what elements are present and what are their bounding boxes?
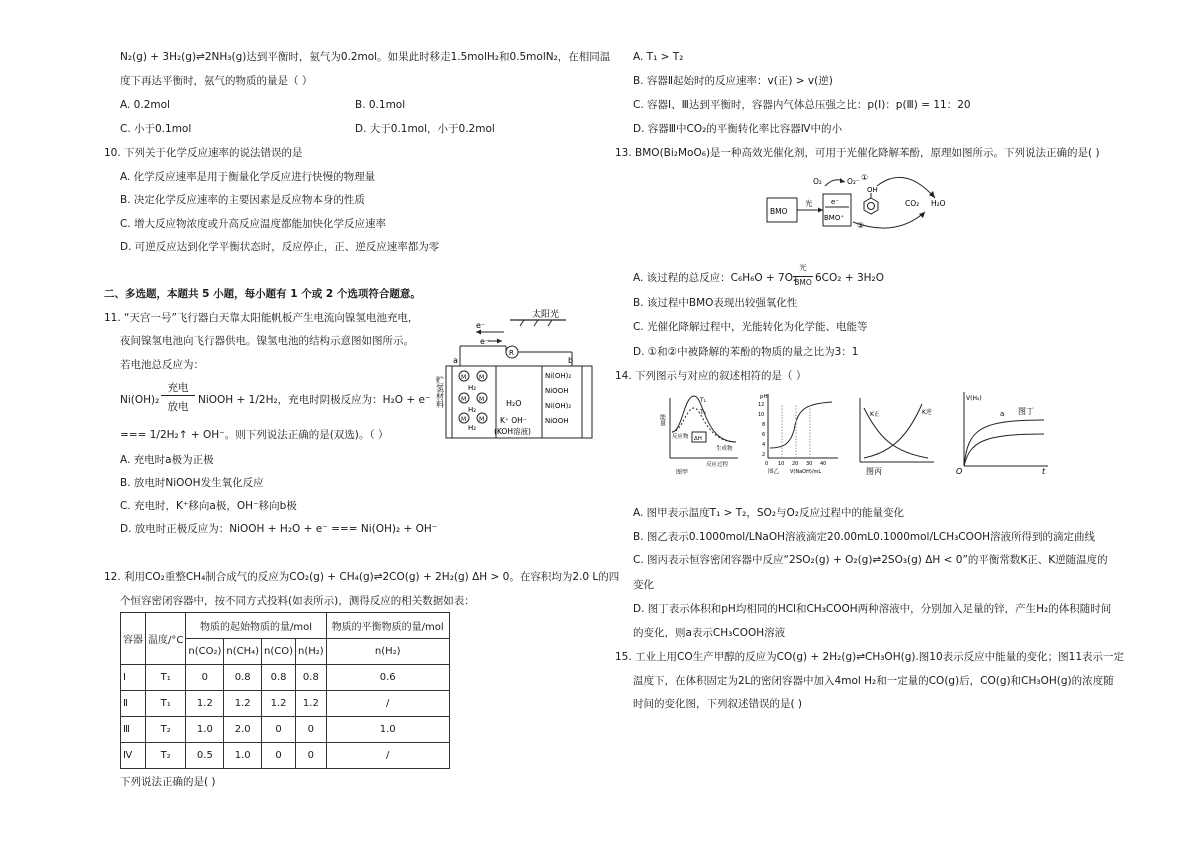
table-subheader-co: n(CO) [262,639,296,665]
q10-option-a: A. 化学反应速率是用于衡量化学反应进行快慢的物理量 [120,171,376,183]
fig-ding-a: a [1000,410,1005,418]
table-cell: 0 [296,743,327,769]
table-cell: T₁ [146,665,186,691]
fig-yi-t6: 6 [762,432,766,438]
table-cell: / [326,743,449,769]
table-header-equilibrium-amount: 物质的平衡物质的量/mol [326,613,449,639]
q10-option-c: C. 增大反应物浓度或升高反应温度都能加快化学反应速率 [120,218,387,230]
q14-option-b: B. 图乙表示0.1000mol/LNaOH溶液滴定20.00mL0.1000mol/LCH₃COOH溶液所得到的滴定曲线 [633,531,1096,543]
fig-yi-x10: 10 [778,461,785,467]
q14-graph-yi [752,390,842,476]
table-row [121,717,450,743]
q10-option-d: D. 可逆反应达到化学平衡状态时，反应停止，正、逆反应速率都为零 [120,241,440,253]
table-row [121,691,450,717]
q15-stem-line1: 15. 工业上用CO生产甲醇的反应为CO(g) + 2H₂(g)⇌CH₃OH(g).图10表示反应中能量的变化；图11表示一定 [615,651,1125,663]
fig-bing-k-reverse: K逆 [922,409,932,416]
fig-niooh-2: NiOOH [545,417,569,425]
fig-o2-radical: O₂⁻ [847,177,860,186]
table-cell: 0.5 [186,743,224,769]
fig-electron-inner: e⁻ [480,337,490,346]
table-header-temperature: 温度/°C [146,613,186,665]
q12-after-table: 下列说法正确的是( ) [120,776,216,788]
table-cell: Ⅲ [121,717,146,743]
fig-ding-ylabel: V(H₂) [966,395,982,402]
table-cell: 0.8 [224,665,262,691]
fig-m1: M [461,374,467,381]
fig-yi-x0: 0 [765,461,769,467]
q9-option-c: C. 小于0.1mol [120,123,192,135]
fig-storage-label: 贮氢材料 [435,376,445,408]
q9-option-b: B. 0.1mol [355,99,406,111]
q14-option-d-line1: D. 图丁表示体积和pH均相同的HCl和CH₃COOH两种溶液中，分别加入足量的锌，产生H₂的体积随时间 [633,603,1112,615]
table-cell: 1.2 [262,691,296,717]
q11-option-c: C. 充电时，K⁺移向a极，OH⁻移向b极 [120,500,297,512]
fig-h2-3: H₂ [468,424,477,432]
table-cell: Ⅱ [121,691,146,717]
fig-resistor-label: R [509,349,514,357]
fig-nioh2-2: Ni(OH)₂ [545,402,572,410]
fig-jia-t1: T₁ [700,397,707,404]
fig-koh-label: (KOH溶液) [494,427,531,436]
table-cell: 1.0 [326,717,449,743]
table-cell: 0.6 [326,665,449,691]
fig-yi-caption: 图乙 [768,469,780,475]
fig-yi-t2: 2 [762,452,766,458]
fig-yi-t12: 12 [758,402,765,408]
fig-m2: M [479,374,485,381]
fig-yi-t8: 8 [762,422,766,428]
q11-equation-right: NiOOH + 1/2H₂，充电时阴极反应为：H₂O + e⁻ [198,394,431,406]
table-cell: 0 [262,717,296,743]
table-subheader-ch4: n(CH₄) [224,639,262,665]
q9-option-d: D. 大于0.1mol，小于0.2mol [355,123,495,135]
table-cell: 2.0 [224,717,262,743]
fig-yi-t4: 4 [762,442,766,448]
table-cell: T₂ [146,743,186,769]
fig-step-2: ② [857,221,865,230]
fig-jia-ylabel: 能量 [658,414,666,426]
table-cell: Ⅳ [121,743,146,769]
q13-option-b: B. 该过程中BMO表现出较强氧化性 [633,297,798,309]
q11-stem-line3: 若电池总反应为： [120,359,204,371]
q13-option-a-arrow-top: 光 [799,263,807,272]
fig-m3: M [461,396,467,403]
q15-stem-line2: 温度下，在体积固定为2L的密闭容器中加入4mol H₂和一定量的CO(g)后，CO(g)和CH₃OH(g)的浓度随 [633,675,1114,687]
table-cell: 1.2 [186,691,224,717]
q12-stem-line1: 12. 利用CO₂重整CH₄制合成气的反应为CO₂(g) + CH₄(g)⇌2CO(g) + 2H₂(g) ΔH > 0。在容积均为2.0 L的四 [104,571,620,583]
q9-stem-line2: 度下再达平衡时，氨气的物质的量是（ ） [120,75,313,87]
q13-option-a-post: 6CO₂ + 3H₂O [815,272,885,284]
fig-bmo-box: BMO [770,207,788,216]
q11-option-b: B. 放电时NiOOH发生氧化反应 [120,477,264,489]
fig-jia-xlabel: 反应过程 [706,462,729,468]
table-cell: T₁ [146,691,186,717]
q13-option-a-arrow-bottom: BMO [794,278,812,287]
q9-option-a: A. 0.2mol [120,99,170,111]
fig-jia-reactant: 反应物 [672,434,689,440]
fig-ding-t: t [1042,467,1046,476]
fig-yi-x30: 30 [806,461,813,467]
table-row [121,665,450,691]
q11-option-a: A. 充电时a极为正极 [120,454,214,466]
fig-jia-t2: T₂ [700,409,707,416]
q14-option-d-line2: 的变化，则a表示CH₃COOH溶液 [633,627,786,639]
fig-electron-top: e⁻ [476,321,486,330]
q9-stem-line1: N₂(g) + 3H₂(g)⇌2NH₃(g)达到平衡时，氨气为0.2mol。如果此时移走1.5molH₂和0.5molN₂，在相同温 [120,51,611,63]
q14-graph-bing [852,396,936,476]
fig-step-1: ① [861,173,869,182]
q13-photocatalysis-diagram [765,168,965,234]
fig-bing-k-forward: K正 [870,411,880,418]
table-cell: 0 [186,665,224,691]
fig-h2o: H₂O [931,199,946,208]
q13-option-a-pre: A. 该过程的总反应：C₆H₆O + 7O₂ [633,272,798,284]
q12-option-c: C. 容器Ⅰ、Ⅲ达到平衡时，容器内气体总压强之比：p(Ⅰ)：p(Ⅲ) = 11：20 [633,99,971,111]
q11-equation-arrow-top: 充电 [167,382,189,394]
fig-electrode-a: a [453,356,458,365]
q11-equation-arrow-bottom: 放电 [167,401,189,413]
q14-stem: 14. 下列图示与对应的叙述相符的是（ ） [615,370,807,382]
q12-option-a: A. T₁ > T₂ [633,51,684,63]
q12-option-d: D. 容器Ⅲ中CO₂的平衡转化率比容器Ⅳ中的小 [633,123,842,135]
fig-nioh2-1: Ni(OH)₂ [545,372,572,380]
table-cell: 0.8 [296,665,327,691]
table-subheader-eq-h2: n(H₂) [326,639,449,665]
q13-option-c: C. 光催化降解过程中，光能转化为化学能、电能等 [633,321,868,333]
q12-option-b: B. 容器Ⅱ起始时的反应速率：v(正) > v(逆) [633,75,833,87]
fig-bmo-plus: BMO⁺ [824,214,845,222]
q14-graph-ding [952,390,1052,476]
q14-graph-jia [660,392,742,476]
q15-stem-line3: 时间的变化图，下列叙述错误的是( ) [633,698,803,710]
fig-co2: CO₂ [905,199,920,208]
fig-yi-ylabel: pH [760,394,768,400]
fig-jia-dh: ΔH [694,436,702,442]
q14-option-a: A. 图甲表示温度T₁ > T₂，SO₂与O₂反应过程中的能量变化 [633,507,905,519]
q11-stem-line2: 夜间镍氢电池向飞行器供电。镍氢电池的结构示意图如图所示。 [120,335,414,347]
q13-option-a-arrow [793,276,813,277]
section-heading-multiple-choice: 二、多选题，本题共 5 小题，每小题有 1 个或 2 个选项符合题意。 [104,288,421,300]
fig-o2: O₂ [813,177,822,186]
q10-option-b: B. 决定化学反应速率的主要因素是反应物本身的性质 [120,194,365,206]
q13-option-d: D. ①和②中被降解的苯酚的物质的量之比为3：1 [633,346,859,358]
table-cell: I [121,665,146,691]
fig-yi-t10: 10 [758,412,765,418]
table-cell: 1.0 [224,743,262,769]
table-cell: / [326,691,449,717]
table-cell: 0 [296,717,327,743]
table-header-container: 容器 [121,613,146,665]
q13-stem: 13. BMO(Bi₂MoO₆)是一种高效光催化剂，可用于光催化降解苯酚，原理如图所示。下列说法正确的是( ) [615,147,1100,159]
q10-stem: 10. 下列关于化学反应速率的说法错误的是 [104,147,303,159]
fig-bing-caption: 图丙 [866,467,882,476]
q11-stem-line5: === 1/2H₂↑ + OH⁻。则下列说法正确的是(双选)。（ ） [120,429,389,441]
table-subheader-co2: n(CO₂) [186,639,224,665]
fig-electrode-b: b [568,356,574,365]
table-cell: 0.8 [262,665,296,691]
fig-niooh-1: NiOOH [545,387,569,395]
q11-option-d: D. 放电时正极反应为：NiOOH + H₂O + e⁻ === Ni(OH)₂ + OH⁻ [120,523,438,535]
fig-ding-origin: O [956,467,963,476]
q12-stem-line2: 个恒容密闭容器中，按不同方式投料(如表所示)，测得反应的相关数据如表： [120,595,475,607]
table-cell: 1.2 [224,691,262,717]
fig-jia-caption: 图甲 [676,469,689,476]
fig-light-label: 光 [805,199,813,208]
fig-m6: M [479,416,485,423]
table-cell: T₂ [146,717,186,743]
fig-electron: e⁻ [831,198,840,206]
fig-m5: M [461,416,467,423]
fig-yi-x20: 20 [792,461,799,467]
fig-ding-caption: 图丁 [1018,407,1034,416]
table-cell: 1.2 [296,691,327,717]
table-subheader-h2: n(H₂) [296,639,327,665]
fig-h2-2: H₂ [468,406,477,414]
fig-h2-1: H₂ [468,384,477,392]
fig-jia-product: 生成物 [716,446,733,452]
fig-yi-xlabel: V(NaOH)/mL [790,469,822,475]
q14-option-c-line2: 变化 [633,579,654,591]
table-cell: 1.0 [186,717,224,743]
q11-equation-arrow [161,395,195,396]
q14-option-c-line1: C. 图丙表示恒容密闭容器中反应“2SO₂(g) + O₂(g)⇌2SO₃(g) ΔH < 0”的平衡常数K正、K逆随温度的 [633,554,1108,566]
q11-equation-left: Ni(OH)₂ [120,394,160,406]
fig-ions-label: K⁺ OH⁻ [500,416,527,425]
fig-yi-x40: 40 [820,461,827,467]
table-row [121,743,450,769]
fig-oh-label: OH [867,186,878,194]
q11-stem-line1: 11. “天宫一号”飞行器白天靠太阳能帆板产生电流向镍氢电池充电， [104,312,419,324]
q11-nickel-hydrogen-battery-diagram [432,306,598,446]
table-cell: 0 [262,743,296,769]
table-header-initial-amount: 物质的起始物质的量/mol [186,613,326,639]
fig-sunlight-label: 太阳光 [532,310,560,320]
fig-m4: M [479,396,485,403]
q12-data-table [120,612,450,769]
fig-water-label: H₂O [506,399,522,408]
